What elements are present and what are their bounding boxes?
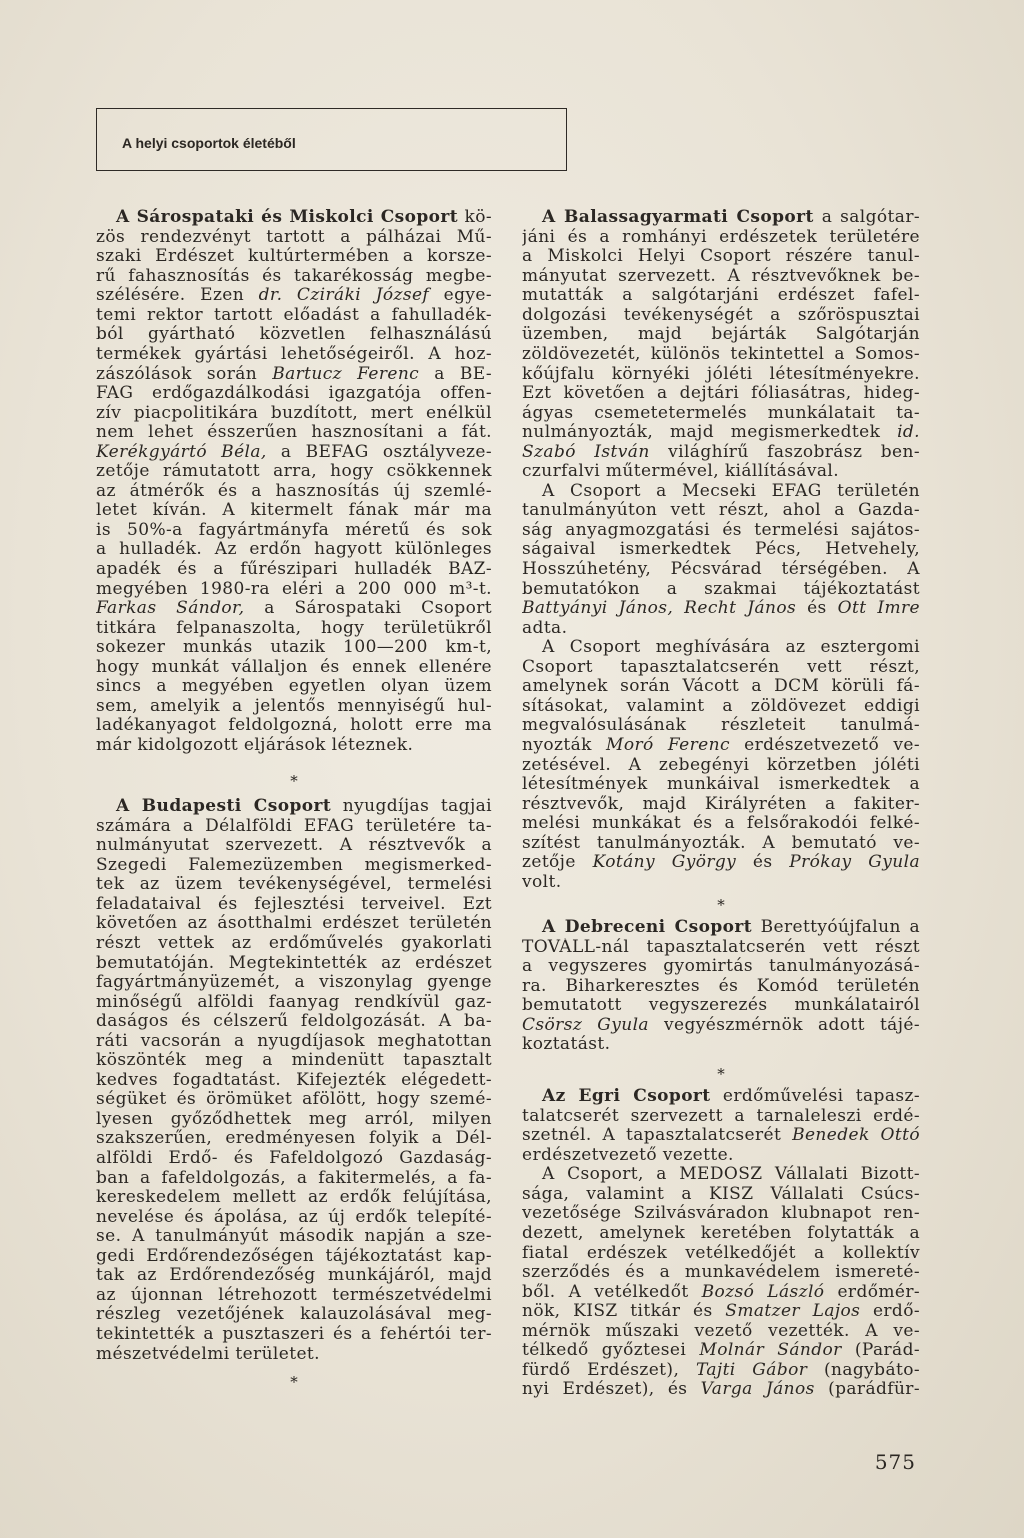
text-run: és [736, 853, 790, 873]
text-line: TÖVÁLL-nál tapasztalatcserén vett részt [522, 937, 920, 957]
section-separator-star: * [290, 1373, 298, 1391]
text-line: kőújfalu környéki jóléti létesítményekre. [522, 364, 920, 384]
italic-name: Molnár Sándor [699, 1341, 842, 1361]
section-separator-star: * [290, 772, 298, 790]
text-line: Hosszúhetény, Pécsvárad térségében. A [522, 560, 920, 580]
text-line: adta. [522, 618, 568, 638]
text-line [96, 443, 492, 463]
text-line: nulmányutat szervezett. A résztvevők a [96, 836, 492, 856]
text-run: zetője [522, 853, 593, 873]
italic-name: Moró Ferenc [606, 735, 730, 755]
text-line: a vegyszeres gyomirtás tanulmányozásá- [522, 957, 920, 977]
text-run: és [796, 599, 838, 619]
text-line: alföldi Erdő- és Fafeldolgozó Gazdaság- [96, 1149, 492, 1169]
text-line: szítést tanulmányozták. A bemutató ve- [522, 833, 920, 853]
text-line: szakszerűen, eredményesen folyik a Dél- [96, 1129, 492, 1149]
text-line: A Csoport meghívására az esztergomi [542, 638, 920, 658]
text-run: a salgótar- [813, 208, 920, 228]
text-run: (parádfür- [814, 1380, 920, 1400]
text-run: szélésére. Ezen [96, 286, 259, 306]
paragraph [522, 1165, 920, 1400]
text-line: ból gyártható közvetlen felhasználású [96, 325, 492, 345]
text-line [522, 853, 920, 873]
text-run: nyozták [522, 735, 607, 755]
text-line: is 50%-a fagyártmányfa méretű és sok [96, 520, 492, 540]
text-line: dezett, amelynek keretében folytatták a [522, 1224, 920, 1244]
text-line: bemutatott vegyszerezés munkálatairól [522, 996, 920, 1016]
text-run: a BE- [419, 364, 492, 384]
bold-lead-in: A Debreceni Csoport [542, 918, 752, 938]
text-line: titkára felpanaszolta, hogy területükről [96, 618, 492, 638]
text-line: ráti vacsorán a nyugdíjasok meghatottan [96, 1031, 492, 1051]
text-run: a BEFAG osztályveze- [266, 442, 492, 462]
text-line: részleg vezetőjének kalauzolásával meg- [96, 1305, 492, 1325]
text-run: (nagybáto- [807, 1360, 920, 1380]
text-line: tekintették a pusztaszeri és a fehértói ter- [96, 1324, 492, 1344]
text-line: sincs a megyében egyetlen olyan üzem [96, 677, 492, 697]
italic-name: Benedek Ottó [792, 1126, 920, 1146]
text-line: amelynek során Vácott a DCM körüli fá- [522, 677, 920, 697]
article-debrecen [522, 918, 920, 1055]
italic-name: Farkas Sándor, [96, 599, 245, 619]
text-line [522, 1126, 920, 1146]
italic-name: Csörsz Gyula [522, 1015, 649, 1035]
text-line [522, 443, 920, 463]
text-line: ságaival ismerkedtek Pécs, Hetvehely, [522, 540, 920, 560]
text-line: melési munkákat és a felsőrakodói felké- [522, 814, 920, 834]
text-line: ság anyagmozgatási és termelési sajátos- [522, 520, 920, 540]
text-line: résztvevők, majd Királyréten a fakiter- [522, 794, 920, 814]
paragraph [522, 1087, 920, 1165]
text-line: a Miskolci Helyi Csoport részére tanul- [522, 247, 920, 267]
text-line: Szegedi Falemezüzemben megismerked- [96, 855, 492, 875]
paragraph [522, 638, 920, 892]
text-line: A Csoport, a MEDOSZ Vállalati Bizott- [542, 1165, 920, 1185]
text-line: dolgozási tevékenységét a szőröspusztai [522, 305, 920, 325]
text-line: FAG erdőgazdálkodási igazgatója offen- [96, 384, 492, 404]
bold-lead-in: Az Egri Csoport [542, 1087, 711, 1107]
text-run: nök, KISZ titkár és [522, 1302, 726, 1322]
text-line: termékek gyártási lehetőségeiről. A hoz- [96, 345, 492, 365]
text-line: számára a Délalföldi EFAG területére ta- [96, 816, 492, 836]
text-line: létesítmények munkáival ismerkedtek a [522, 775, 920, 795]
text-line: követően az ásotthalmi erdészet területén [96, 914, 492, 934]
section-title: A helyi csoportok életéből [122, 135, 296, 151]
text-line: temi rektor tartott előadást a fahulladék- [96, 305, 492, 325]
text-line: sításokat, valamint a zöldövezet eddigi [522, 696, 920, 716]
text-line: erdészetvezető vezette. [522, 1145, 734, 1165]
paragraph [96, 797, 492, 1364]
text-run: a Sárospataki Csoport [244, 599, 492, 619]
text-line: megvalósulásának részleteit tanulmá- [522, 716, 920, 736]
text-line: Csoport tapasztalatcserén vett részt, [522, 657, 920, 677]
text-run: ből. A vetélkedőt [522, 1282, 702, 1302]
text-line: hogy munkát vállaljon és ennek ellenére [96, 657, 492, 677]
text-line: talatcserét szervezett a tarnaleleszi erdé- [522, 1106, 920, 1126]
text-line [522, 599, 920, 619]
text-run: erdő- [860, 1302, 920, 1322]
italic-name: Tajti Gábor [695, 1360, 808, 1380]
text-line: az átmérők és a hasznosítás új szemlé- [96, 481, 492, 501]
text-line: sokezer munkás utazik 100—200 km-t, [96, 638, 492, 658]
text-line [96, 365, 492, 385]
text-line: koztatást. [522, 1035, 611, 1055]
text-run: világhírű faszobrász ben- [649, 442, 920, 462]
text-line [522, 736, 920, 756]
text-line: bemutatóján. Megtekintették az erdészet [96, 953, 492, 973]
section-separator-star: * [717, 1065, 725, 1083]
text-run: zászólások során [96, 364, 273, 384]
text-line: szerződés és a munkavédelem ismereté- [522, 1263, 920, 1283]
text-line: fagyártmányüzemét, a viszonylag gyenge [96, 973, 492, 993]
article-sarospatak [96, 208, 492, 755]
text-run: kö- [458, 208, 492, 228]
text-run: Berettyóújfalun a [751, 918, 920, 938]
text-line: zetésével. A zebegényi körzetben jóléti [522, 755, 920, 775]
text-line: megyében 1980-ra eléri a 200 000 m³-t. [96, 579, 492, 599]
text-line [522, 208, 920, 228]
italic-name: Varga János [700, 1380, 815, 1400]
text-line: feladataival és fejlesztési terveivel. Ezt [96, 894, 492, 914]
text-line [96, 599, 492, 619]
italic-name: Prókay Gyula [789, 853, 920, 873]
text-line: minőségű alföldi faanyag rendkívül gaz- [96, 992, 492, 1012]
italic-name: dr. Cziráki József [258, 286, 430, 306]
text-line: ségüket és örömüket afölött, hogy szemé- [96, 1090, 492, 1110]
text-line: zös rendezvényt tartott a pálházai Mű- [96, 227, 492, 247]
text-line: nevelése és ápolása, az új erdők telepíté- [96, 1207, 492, 1227]
italic-name: Bozsó László [701, 1282, 825, 1302]
text-line: már kidolgozott eljárások léteznek. [96, 735, 414, 755]
article-eger [522, 1087, 920, 1400]
text-line: üzemben, majd bejárták Salgótarján [522, 325, 920, 345]
text-line: jáni és a romhányi erdészetek területére [522, 227, 920, 247]
text-line: szaki Erdészet kultúrtermében a korsze- [96, 247, 492, 267]
paragraph [522, 918, 920, 1055]
text-line: ban a fafeldolgozás, a fakitermelés, a fa- [96, 1168, 492, 1188]
text-line [522, 1016, 920, 1036]
text-line: mutatták a salgótarjáni erdészet fafel- [522, 286, 920, 306]
text-line: tek az üzem tevékenységével, termelési [96, 875, 492, 895]
text-line: bemutatókon a szakmai tájékoztatást [522, 579, 920, 599]
text-run: fürdő Erdészet), [522, 1360, 696, 1380]
italic-name: Kerékgyártó Béla, [96, 442, 267, 462]
text-line: tanulmányúton vett részt, ahol a Gazda- [522, 501, 920, 521]
text-line: gedi Erdőrendezőségen tájékoztatást kap- [96, 1246, 492, 1266]
text-line: a hulladék. Az erdőn hagyott különleges [96, 540, 492, 560]
italic-name: Kotány György [592, 853, 737, 873]
bold-lead-in: A Budapesti Csoport [116, 797, 332, 817]
text-line [522, 423, 920, 443]
text-line [96, 208, 492, 228]
text-line: vezetősége Szilvásváradon klubnapot ren- [522, 1204, 920, 1224]
italic-name: Smatzer Lajos [725, 1302, 861, 1322]
text-line [522, 918, 920, 938]
text-line: kedves fogadtatást. Kifejezték elégedett- [96, 1070, 492, 1090]
text-run: egye- [429, 286, 492, 306]
italic-name: id. [897, 423, 920, 443]
left-column [96, 0, 492, 1538]
text-line: sem, amelyik a jelentős mennyiségű hul- [96, 696, 492, 716]
page-number: 575 [874, 1450, 916, 1474]
text-line: köszönték meg a mindenütt tapasztalt [96, 1051, 492, 1071]
text-line [522, 1341, 920, 1361]
article-balassagyarmat [522, 208, 920, 892]
text-line: A Csoport a Mecseki EFAG területén [542, 481, 920, 501]
text-line: mérnök műszaki vezető vezették. A ve- [522, 1321, 920, 1341]
italic-name: Battyányi János, Recht János [522, 599, 797, 619]
bold-lead-in: A Balassagyarmati Csoport [542, 208, 814, 228]
text-line [522, 1283, 920, 1303]
text-line: letet kíván. A kitermelt fának már ma [96, 501, 492, 521]
text-line: apadék és a fűrészipari hulladék BAZ- [96, 560, 492, 580]
text-line: zetője rámutatott arra, hogy csökkennek [96, 462, 492, 482]
paragraph [522, 208, 920, 482]
bold-lead-in: A Sárospataki és Miskolci Csoport [116, 208, 459, 228]
text-line: zív piacpolitikára buzdított, mert enélkül [96, 403, 492, 423]
right-column [522, 0, 920, 1538]
text-line [522, 1302, 920, 1322]
text-run: erdőmér- [824, 1282, 920, 1302]
paragraph [522, 482, 920, 638]
italic-name: Szabó István [522, 442, 650, 462]
italic-name: Bartucz Ferenc [272, 364, 420, 384]
text-line: tak az Erdőrendezőség munkájáról, majd [96, 1266, 492, 1286]
text-line: fiatal erdészek vetélkedőjét a kollektív [522, 1243, 920, 1263]
text-run: télkedő győztesei [522, 1341, 700, 1361]
article-budapest [96, 797, 492, 1364]
text-line: ladékanyagot feldolgozná, holott erre ma [96, 716, 492, 736]
text-line [522, 1361, 920, 1381]
text-run: nyi Erdészet), és [522, 1380, 701, 1400]
text-line: czurfalvi műtermével, kiállításával. [522, 462, 840, 482]
text-line [96, 286, 492, 306]
text-run: erdőművelési tapasz- [710, 1087, 920, 1107]
section-separator-star: * [717, 896, 725, 914]
text-line [522, 1380, 920, 1400]
text-line: se. A tanulmányút második napján a sze- [96, 1227, 492, 1247]
text-line: mányutat szervezett. A résztvevőknek be- [522, 266, 920, 286]
text-run: vegyészmérnök adott tájé- [648, 1015, 920, 1035]
text-line: nem lehet ésszerűen hasznosítani a fát. [96, 423, 492, 443]
text-run: erdészetvezető ve- [729, 735, 920, 755]
text-line: részt vettek az erdőművelés gyakorlati [96, 934, 492, 954]
text-run: nulmányozták, majd megismerkedtek [522, 423, 898, 443]
paragraph [96, 208, 492, 755]
text-line: az újonnan létrehozott természetvédelmi [96, 1285, 492, 1305]
text-line [522, 1087, 920, 1107]
text-run: (Parád- [841, 1341, 920, 1361]
text-line: zöldövezetét, különös tekintettel a Somos- [522, 345, 920, 365]
text-line: daságos és célszerű feldolgozását. A ba- [96, 1012, 492, 1032]
text-line: rű fahasznosítás és takarékosság megbe- [96, 266, 492, 286]
text-line: volt. [522, 872, 562, 892]
text-run: szetnél. A tapasztalatcserét [522, 1126, 793, 1146]
text-run: nyugdíjas tagjai [331, 797, 492, 817]
text-line: kereskedelem mellett az erdők felújítása, [96, 1188, 492, 1208]
text-line: ra. Biharkeresztes és Komód területén [522, 976, 920, 996]
text-line: mészetvédelmi területet. [96, 1344, 320, 1364]
text-line: ágyas csemetetermelés munkálatait ta- [522, 403, 920, 423]
text-line: Ezt követően a dejtári fóliasátras, hideg- [522, 384, 920, 404]
text-line: lyesen győződhettek meg arról, milyen [96, 1109, 492, 1129]
text-line [96, 797, 492, 817]
italic-name: Ott Imre [837, 599, 920, 619]
text-line: sága, valamint a KISZ Vállalati Csúcs- [522, 1184, 920, 1204]
